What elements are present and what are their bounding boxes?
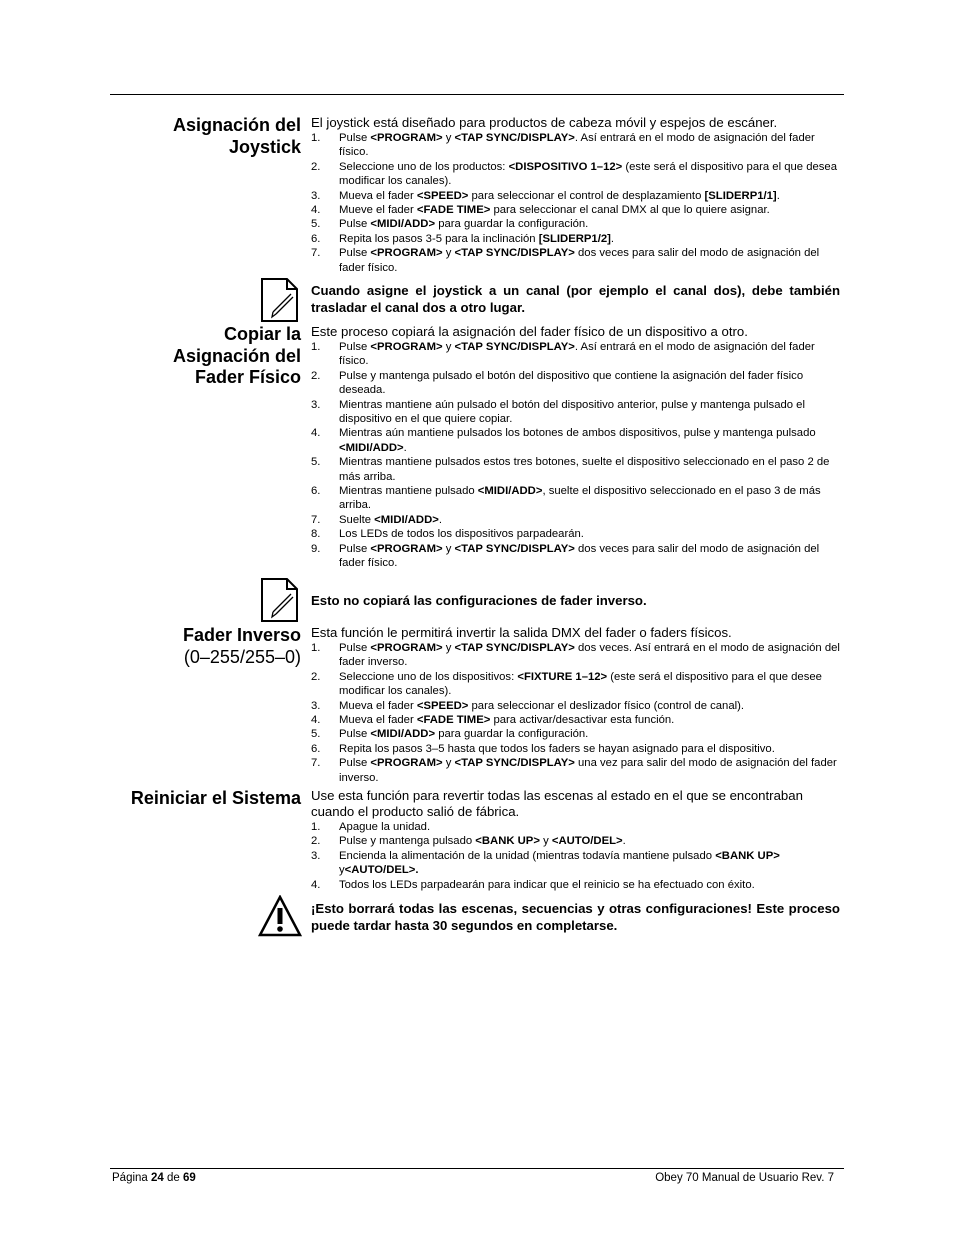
step-item: 6. Repita los pasos 3–5 hasta que todos los faders se hayan asignado para el dispositivo. [311,742,775,755]
step-number: 7. [311,513,321,526]
step-item: 3. Mueva el fader <SPEED> para seleccionar el control de desplazamiento [SLIDERP1/1]. [311,189,780,202]
step-item: 8. Los LEDs de todos los dispositivos parpadearán. [311,528,584,541]
step-item: 7. Pulse <PROGRAM> y <TAP SYNC/DISPLAY> dos veces para salir del modo de asignación del fader físico. [311,247,820,274]
section-intro: Esta función le permitirá invertir la salida DMX del fader o faders físicos. [311,625,732,640]
step-number: 5. [311,728,321,741]
step-item: 7. Suelte <MIDI/ADD>. [311,513,442,526]
step-item: 4. Mueve el fader <FADE TIME> para seleccionar el canal DMX al que lo quiere asignar. [311,204,770,217]
step-number: 3. [311,398,321,411]
step-item: 7. Pulse <PROGRAM> y <TAP SYNC/DISPLAY> una vez para salir del modo de asignación del fader inverso. [311,757,837,784]
section-intro: Este proceso copiará la asignación del fader físico de un dispositivo a otro. [311,324,748,339]
footer-rule [110,1168,844,1169]
step-number: 2. [311,835,321,848]
note-text: Cuando asigne el joystick a un canal (por ejemplo el canal dos), debe también trasladar el canal dos a otro lugar. [311,283,840,315]
step-item: 1. Pulse <PROGRAM> y <TAP SYNC/DISPLAY> dos veces. Así entrará en el modo de asignación del fader inverso. [311,642,840,669]
step-number: 3. [311,849,321,862]
step-item: 3. Mientras mantiene aún pulsado el botón del dispositivo anterior, pulse y mantenga pulsado el dispositivo en el que quiere copiar. [311,398,805,426]
step-number: 4. [311,714,321,727]
page-number: Página 24 de 69 [112,1172,196,1184]
step-item: 9. Pulse <PROGRAM> y <TAP SYNC/DISPLAY> dos veces para salir del modo de asignación del fader físico. [311,542,820,570]
step-item: 4. Mientras aún mantiene pulsados los botones de ambos dispositivos, pulse y mantenga pulsado <MIDI/ADD>. [311,427,816,454]
step-item: 4. Mueva el fader <FADE TIME> para activar/desactivar esta función. [311,714,675,727]
step-item: 3. Encienda la alimentación de la unidad (mientras todavía mantiene pulsado <BANK UP> y<AUTO/DEL>. [311,849,780,877]
section-reiniciar-sistema [311,788,840,892]
step-item: 3. Mueva el fader <SPEED> para seleccionar el deslizador físico (control de canal). [311,699,745,712]
section-intro: Use esta función para revertir todas las escenas al estado en el que se encontraban cuando el producto salió de fábrica. [311,788,803,819]
heading-fader-inverso: Fader Inverso (0–255/255–0) [182,625,301,667]
step-number: 3. [311,189,321,202]
step-item: 6. Mientras mantiene pulsado <MIDI/ADD>, suelte el dispositivo seleccionado en el paso 3 de más arriba. [311,485,821,512]
step-item: 5. Mientras mantiene pulsados estos tres botones, suelte el dispositivo seleccionado en el paso 2 de más arriba. [311,456,830,483]
step-number: 1. [311,341,321,353]
step-number: 3. [311,699,321,712]
step-item: 1. Apague la unidad. [311,821,431,833]
step-number: 7. [311,247,321,260]
step-item: 2. Pulse y mantenga pulsado <BANK UP> y <AUTO/DEL>. [311,835,626,848]
step-number: 1. [311,821,321,833]
heading-reiniciar-sistema: Reiniciar el Sistema [130,788,301,808]
step-item: 5. Pulse <MIDI/ADD> para guardar la configuración. [311,218,589,231]
steps-list [311,641,840,785]
warning-icon [258,895,302,937]
step-number: 1. [311,642,321,654]
step-number: 6. [311,742,321,755]
step-number: 4. [311,427,321,440]
section-asignacion-joystick [311,115,840,275]
steps-list [311,131,840,275]
heading-copiar-asignacion: Copiar la Asignación del Fader Físico [172,324,301,387]
steps-list [311,340,840,571]
step-item: 4. Todos los LEDs parpadearán para indicar que el reinicio se ha efectuado con éxito. [311,878,755,891]
step-item: 1. Pulse <PROGRAM> y <TAP SYNC/DISPLAY>. Así entrará en el modo de asignación del fader físico. [311,341,815,368]
document-title: Obey 70 Manual de Usuario Rev. 7 [655,1172,834,1184]
step-number: 7. [311,757,321,770]
step-item: 5. Pulse <MIDI/ADD> para guardar la configuración. [311,728,589,741]
header-rule [110,94,844,95]
step-number: 2. [311,670,321,683]
note-text: Esto no copiará las configuraciones de fader inverso. [311,593,647,608]
steps-list [311,820,840,892]
step-number: 9. [311,542,321,555]
step-number: 2. [311,369,321,382]
warning-text: ¡Esto borrará todas las escenas, secuencias y otras configuraciones! Este proceso puede tardar hasta 30 segundos en completarse. [311,901,840,933]
note-icon [259,278,299,322]
step-number: 6. [311,485,321,498]
step-number: 1. [311,132,321,144]
step-number: 2. [311,160,321,173]
step-item: 2. Seleccione uno de los dispositivos: <FIXTURE 1–12> (este será el dispositivo para el que desee modificar los canales). [311,670,822,698]
section-copiar-asignacion [311,324,840,571]
step-item: 2. Pulse y mantenga pulsado el botón del dispositivo que contiene la asignación del fader físico deseada. [311,369,804,397]
step-number: 4. [311,204,321,217]
step-number: 8. [311,528,321,541]
heading-asignacion-joystick: Asignación del Joystick [172,115,301,157]
step-item: 1. Pulse <PROGRAM> y <TAP SYNC/DISPLAY>. Así entrará en el modo de asignación del fader físico. [311,132,815,159]
heading-subtitle: (0–255/255–0) [183,646,301,667]
step-item: 6. Repita los pasos 3-5 para la inclinación [SLIDERP1/2]. [311,232,615,245]
section-intro: El joystick está diseñado para productos de cabeza móvil y espejos de escáner. [311,115,778,130]
step-number: 4. [311,878,321,891]
step-number: 5. [311,456,321,469]
section-fader-inverso [311,625,840,785]
step-number: 6. [311,232,321,245]
step-number: 5. [311,218,321,231]
step-item: 2. Seleccione uno de los productos: <DISPOSITIVO 1–12> (este será el dispositivo para el que desea modificar los canales). [311,160,838,188]
note-icon [259,578,299,622]
